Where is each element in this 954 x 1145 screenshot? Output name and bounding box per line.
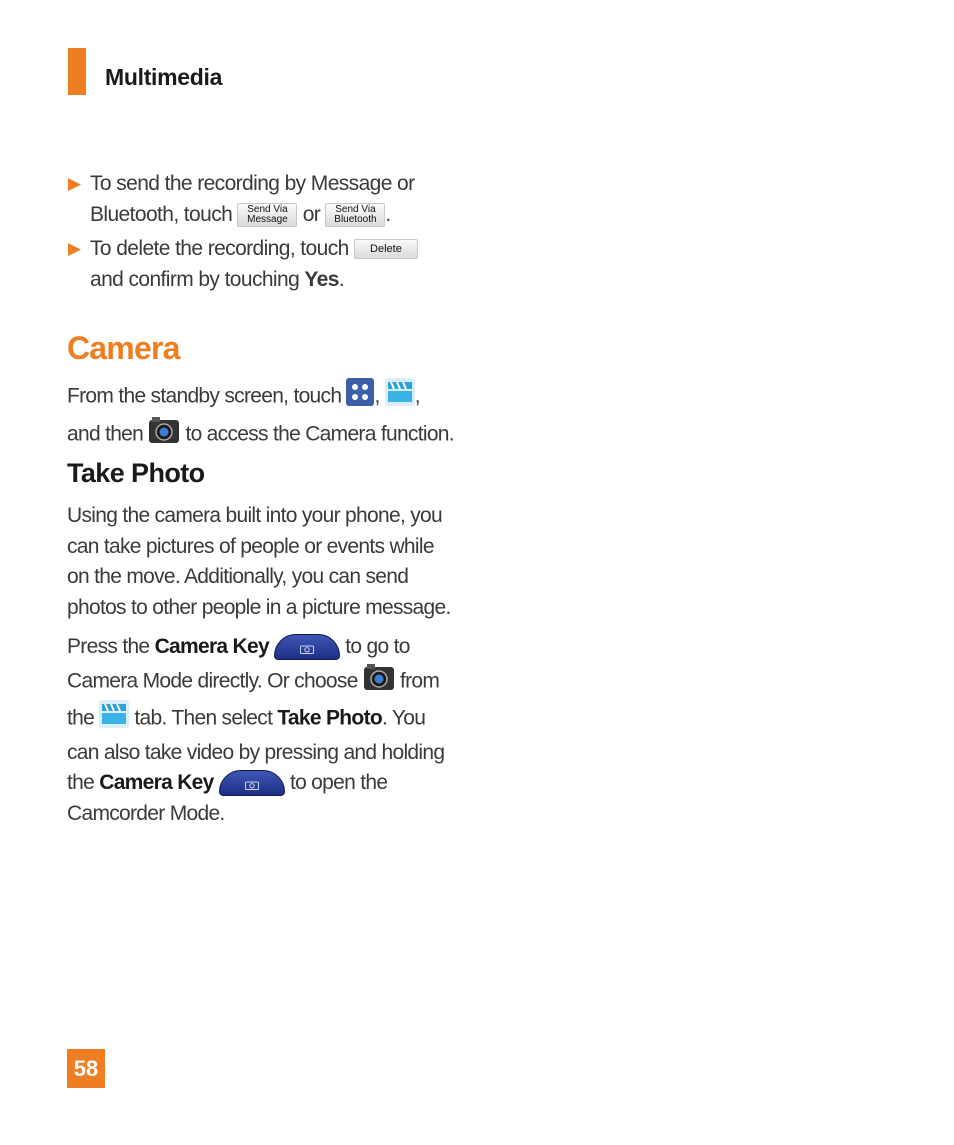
camera-heading: Camera [67,330,180,366]
camera-app-icon[interactable] [148,416,180,454]
bullet-text: and confirm by touching [90,268,300,291]
send-via-message-button[interactable] [237,203,297,227]
button-line: Send Via [335,204,376,216]
instruction-text: to open the Camcorder Mode. [67,771,388,825]
intro-text: From the standby screen, touch [67,384,342,408]
arrow-bullet-icon: ▶ [68,174,81,193]
camera-key-label: Camera Key [154,635,269,658]
bullet-send-recording [68,168,448,230]
multimedia-tab-icon[interactable] [385,378,415,416]
camera-intro [67,378,457,453]
multimedia-tab-icon[interactable] [99,700,129,738]
arrow-bullet-icon: ▶ [68,239,81,258]
yes-label: Yes [304,268,339,291]
camera-key-instructions [67,632,457,829]
section-color-bar [68,48,86,95]
bullet-text: or [302,203,321,226]
instruction-text: Press the [67,635,150,658]
instruction-text: from the [67,668,440,730]
button-line: Bluetooth [334,214,377,226]
camera-key-icon[interactable] [274,634,340,660]
camera-key-icon[interactable] [219,770,285,796]
instruction-text: to go to Camera Mode directly. Or choose [67,635,410,692]
bullet-text: . [338,268,345,291]
intro-text: , and then [67,384,420,445]
instruction-text: tab. Then select [134,706,273,730]
bullet-text: . [385,203,391,226]
camera-app-icon[interactable] [363,663,395,701]
bullet-text: To send the recording by Message or Bluetooth, touch [90,172,415,226]
bullet-delete-recording [68,233,448,295]
take-photo-heading: Take Photo [67,458,205,488]
intro-text: , [374,384,380,408]
section-title: Multimedia [105,64,223,90]
send-via-bluetooth-button[interactable] [325,203,385,227]
intro-text: to access the Camera function. [185,421,454,445]
take-photo-label: Take Photo [277,706,382,730]
applications-icon[interactable] [346,378,374,416]
page-number: 58 [67,1049,105,1088]
button-line: Send Via [247,204,288,216]
delete-button[interactable]: Delete [354,239,418,259]
camera-key-label: Camera Key [99,771,214,794]
take-photo-description: Using the camera built into your phone, you can take pictures of people or events while on the move. Additionally, you can send photos to other people in a picture message. [67,504,451,619]
instruction-text: . You can also take video by pressing and holding the [67,706,445,794]
button-line: Message [247,214,288,226]
bullet-text: To delete the recording, touch [90,237,349,260]
